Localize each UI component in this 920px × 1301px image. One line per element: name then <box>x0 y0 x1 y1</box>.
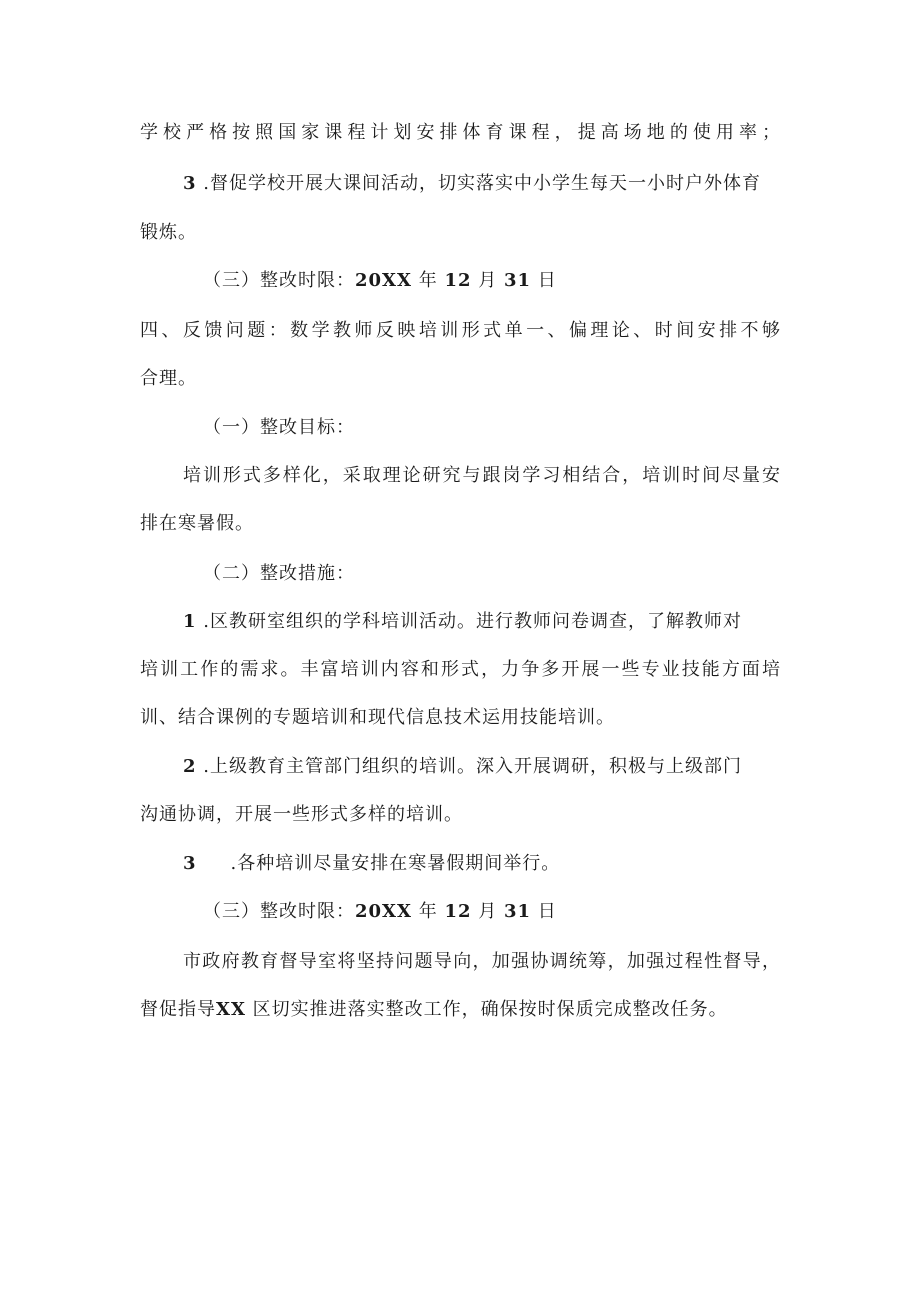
paragraph-line: 排在寒暑假。 <box>140 513 254 534</box>
subheading-goal: （一）整改目标： <box>203 417 355 438</box>
paragraph-line: 锻炼。 <box>140 222 197 243</box>
item-number: 2 <box>183 756 197 777</box>
item-number: 1 <box>183 611 197 632</box>
paragraph-line: 合理。 <box>140 368 197 389</box>
measure-item-2: 2 .上级教育主管部门组织的培训。深入开展调研，积极与上级部门 <box>183 756 742 777</box>
closing-paragraph: 市政府教育督导室将坚持问题导向，加强协调统筹，加强过程性督导， <box>183 951 780 972</box>
paragraph-line: 培训形式多样化，采取理论研究与跟岗学习相结合，培训时间尽量安 <box>183 465 780 486</box>
paragraph-line: 督促指导XX 区切实推进落实整改工作，确保按时保质完成整改任务。 <box>140 999 728 1020</box>
paragraph-line: 训、结合课例的专题培训和现代信息技术运用技能培训。 <box>140 707 615 728</box>
measure-item-1: 1 .区教研室组织的学科培训活动。进行教师问卷调查，了解教师对 <box>183 611 742 632</box>
section-heading: 四、反馈问题：数学教师反映培训形式单一、偏理论、时间安排不够 <box>140 320 780 341</box>
item-number: 3 <box>183 173 197 194</box>
paragraph-line: 沟通协调，开展一些形式多样的培训。 <box>140 804 463 825</box>
deadline-heading: （三）整改时限：20XX 年 12 月 31 日 <box>203 901 557 922</box>
subheading-measures: （二）整改措施： <box>203 563 355 584</box>
measure-item-3b: 3 .各种培训尽量安排在寒暑假期间举行。 <box>183 853 561 874</box>
measure-item-3: 3 .督促学校开展大课间活动，切实落实中小学生每天一小时户外体育 <box>183 173 761 194</box>
deadline-heading: （三）整改时限：20XX 年 12 月 31 日 <box>203 270 557 291</box>
paragraph-line: 培训工作的需求。丰富培训内容和形式，力争多开展一些专业技能方面培 <box>140 659 780 680</box>
item-number: 3 <box>183 853 197 874</box>
paragraph-line: 学校严格按照国家课程计划安排体育课程，提高场地的使用率； <box>140 122 780 143</box>
